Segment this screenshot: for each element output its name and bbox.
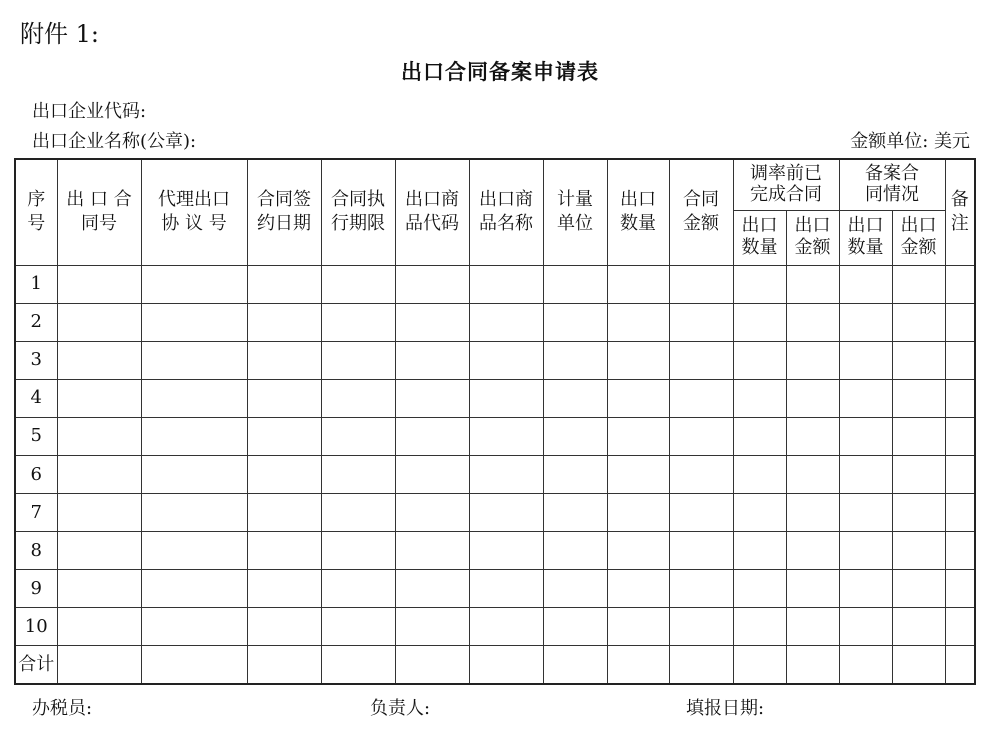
table-cell[interactable]	[945, 494, 975, 532]
table-cell[interactable]	[247, 570, 321, 608]
table-cell[interactable]	[733, 532, 786, 570]
table-cell[interactable]	[469, 265, 543, 303]
table-cell[interactable]	[247, 494, 321, 532]
header-remarks-text: 备 注	[950, 189, 969, 235]
header-seq	[15, 159, 57, 265]
table-cell[interactable]	[395, 417, 469, 455]
table-cell[interactable]	[321, 265, 395, 303]
header-exec-period	[321, 159, 395, 265]
table-cell[interactable]	[57, 646, 141, 684]
table-cell[interactable]	[669, 303, 733, 341]
table-cell[interactable]	[607, 417, 669, 455]
table-cell[interactable]	[469, 532, 543, 570]
table-cell[interactable]	[945, 456, 975, 494]
table-row	[15, 494, 975, 532]
table-cell[interactable]	[57, 379, 141, 417]
fill-date-label: 填报日期:	[686, 698, 765, 719]
header-record-group-text: 备案合 同情况	[865, 162, 919, 205]
table-cell[interactable]	[141, 456, 247, 494]
table-cell[interactable]	[892, 303, 945, 341]
table-cell[interactable]	[141, 494, 247, 532]
table-cell[interactable]	[395, 532, 469, 570]
row-number: 6	[15, 456, 57, 494]
row-number: 8	[15, 532, 57, 570]
table-cell[interactable]	[543, 303, 607, 341]
header-before-rate-group	[733, 159, 839, 210]
table-cell[interactable]	[57, 265, 141, 303]
header-export-qty-text: 出口 数量	[620, 189, 656, 235]
table-cell[interactable]	[786, 608, 839, 646]
table-cell[interactable]	[469, 608, 543, 646]
table-cell[interactable]	[607, 379, 669, 417]
header-unit-text: 计量 单位	[557, 189, 593, 235]
table-row	[15, 303, 975, 341]
table-cell[interactable]	[247, 341, 321, 379]
table-cell[interactable]	[892, 646, 945, 684]
table-cell[interactable]	[395, 265, 469, 303]
table-cell[interactable]	[543, 341, 607, 379]
table-cell[interactable]	[141, 265, 247, 303]
table-row	[15, 265, 975, 303]
table-cell[interactable]	[945, 417, 975, 455]
header-record-amount-text: 出口 金额	[900, 215, 937, 259]
header-exec-period-text: 合同执 行期限	[331, 189, 385, 235]
table-cell[interactable]	[839, 608, 892, 646]
row-number: 5	[15, 417, 57, 455]
table-cell[interactable]	[839, 570, 892, 608]
table-cell[interactable]	[321, 494, 395, 532]
enterprise-name-label: 出口企业名称(公章):	[32, 131, 197, 152]
table-cell[interactable]	[543, 646, 607, 684]
header-goods-code-text: 出口商 品代码	[405, 189, 459, 235]
row-number: 7	[15, 494, 57, 532]
currency-unit-label: 金额单位: 美元	[850, 131, 970, 152]
table-cell[interactable]	[543, 608, 607, 646]
table-cell[interactable]	[321, 646, 395, 684]
table-cell[interactable]	[839, 646, 892, 684]
table-cell[interactable]	[839, 532, 892, 570]
contract-record-table	[14, 158, 976, 685]
table-cell[interactable]	[321, 456, 395, 494]
header-before-rate-amount-text: 出口 金额	[794, 215, 831, 259]
table-row	[15, 532, 975, 570]
form-title: 出口合同备案申请表	[401, 60, 599, 84]
table-cell[interactable]	[945, 608, 975, 646]
table-cell[interactable]	[733, 379, 786, 417]
table-cell[interactable]	[247, 456, 321, 494]
table-cell[interactable]	[321, 532, 395, 570]
table-cell[interactable]	[141, 341, 247, 379]
table-cell[interactable]	[141, 417, 247, 455]
table-cell[interactable]	[469, 646, 543, 684]
row-number: 4	[15, 379, 57, 417]
table-cell[interactable]	[469, 303, 543, 341]
table-cell[interactable]	[892, 456, 945, 494]
table-cell[interactable]	[607, 646, 669, 684]
table-cell[interactable]	[543, 570, 607, 608]
header-before-rate-qty-text: 出口 数量	[741, 215, 778, 259]
table-cell[interactable]	[839, 456, 892, 494]
table-row	[15, 379, 975, 417]
total-row	[15, 646, 975, 684]
table-cell[interactable]	[607, 456, 669, 494]
table-cell[interactable]	[733, 265, 786, 303]
header-sign-date-text: 合同签 约日期	[257, 189, 311, 235]
table-cell[interactable]	[892, 417, 945, 455]
row-number: 3	[15, 341, 57, 379]
table-cell[interactable]	[141, 646, 247, 684]
header-remarks	[945, 159, 975, 265]
table-cell[interactable]	[247, 303, 321, 341]
table-row	[15, 456, 975, 494]
table-cell[interactable]	[839, 494, 892, 532]
header-record-group	[839, 159, 945, 210]
table-cell[interactable]	[395, 608, 469, 646]
table-cell[interactable]	[57, 570, 141, 608]
table-cell[interactable]	[247, 646, 321, 684]
header-before-rate-qty	[733, 210, 786, 265]
table-cell[interactable]	[669, 608, 733, 646]
table-cell[interactable]	[141, 608, 247, 646]
table-cell[interactable]	[733, 456, 786, 494]
table-cell[interactable]	[247, 532, 321, 570]
table-cell[interactable]	[469, 494, 543, 532]
table-cell[interactable]	[57, 494, 141, 532]
table-cell[interactable]	[247, 265, 321, 303]
table-cell[interactable]	[141, 532, 247, 570]
header-export-contract-no-text: 出 口 合同号	[66, 189, 132, 235]
table-row	[15, 341, 975, 379]
table-cell[interactable]	[57, 532, 141, 570]
table-cell[interactable]	[669, 341, 733, 379]
table-cell[interactable]	[839, 341, 892, 379]
table-cell[interactable]	[57, 456, 141, 494]
table-cell[interactable]	[247, 608, 321, 646]
table-cell[interactable]	[247, 379, 321, 417]
table-cell[interactable]	[892, 532, 945, 570]
header-record-amount	[892, 210, 945, 265]
table-cell[interactable]	[543, 265, 607, 303]
table-cell[interactable]	[543, 494, 607, 532]
attachment-label: 附件 1:	[20, 20, 99, 48]
table-cell[interactable]	[669, 417, 733, 455]
header-contract-amount-text: 合同 金额	[683, 189, 719, 235]
header-export-contract-no	[57, 159, 141, 265]
table-cell[interactable]	[786, 570, 839, 608]
table-cell[interactable]	[141, 379, 247, 417]
table-cell[interactable]	[607, 265, 669, 303]
header-goods-name-text: 出口商 品名称	[479, 189, 533, 235]
table-cell[interactable]	[945, 379, 975, 417]
table-cell[interactable]	[733, 570, 786, 608]
table-cell[interactable]	[945, 265, 975, 303]
header-record-qty	[839, 210, 892, 265]
row-number: 10	[15, 608, 57, 646]
table-cell[interactable]	[733, 417, 786, 455]
table-cell[interactable]	[469, 417, 543, 455]
table-cell[interactable]	[607, 494, 669, 532]
table-cell[interactable]	[733, 341, 786, 379]
table-cell[interactable]	[247, 417, 321, 455]
table-cell[interactable]	[321, 608, 395, 646]
table-cell[interactable]	[733, 494, 786, 532]
table-cell[interactable]	[543, 456, 607, 494]
table-cell[interactable]	[395, 341, 469, 379]
table-row	[15, 570, 975, 608]
table-row	[15, 417, 975, 455]
table-cell[interactable]	[607, 532, 669, 570]
table-cell[interactable]	[469, 570, 543, 608]
table-cell[interactable]	[543, 379, 607, 417]
table-cell[interactable]	[321, 303, 395, 341]
header-goods-name	[469, 159, 543, 265]
table-cell[interactable]	[839, 379, 892, 417]
table-cell[interactable]	[395, 494, 469, 532]
header-goods-code	[395, 159, 469, 265]
header-export-qty	[607, 159, 669, 265]
table-cell[interactable]	[607, 570, 669, 608]
table-cell[interactable]	[786, 494, 839, 532]
header-unit	[543, 159, 607, 265]
table-cell[interactable]	[607, 608, 669, 646]
header-before-rate-group-text: 调率前已 完成合同	[750, 162, 822, 205]
table-cell[interactable]	[892, 341, 945, 379]
table-cell[interactable]	[892, 265, 945, 303]
table-cell[interactable]	[839, 303, 892, 341]
table-cell[interactable]	[321, 379, 395, 417]
table-cell[interactable]	[839, 265, 892, 303]
table-cell[interactable]	[669, 570, 733, 608]
table-cell[interactable]	[57, 303, 141, 341]
header-sign-date	[247, 159, 321, 265]
table-cell[interactable]	[141, 303, 247, 341]
table-cell[interactable]	[669, 379, 733, 417]
table-cell[interactable]	[469, 341, 543, 379]
table-cell[interactable]	[395, 646, 469, 684]
table-cell[interactable]	[57, 608, 141, 646]
table-cell[interactable]	[786, 303, 839, 341]
table-cell[interactable]	[892, 494, 945, 532]
table-cell[interactable]	[57, 341, 141, 379]
table-cell[interactable]	[945, 341, 975, 379]
table-cell[interactable]	[141, 570, 247, 608]
table-cell[interactable]	[733, 646, 786, 684]
row-number: 1	[15, 265, 57, 303]
table-cell[interactable]	[733, 608, 786, 646]
table-cell[interactable]	[395, 303, 469, 341]
table-cell[interactable]	[839, 417, 892, 455]
table-cell[interactable]	[321, 341, 395, 379]
table-cell[interactable]	[607, 303, 669, 341]
table-cell[interactable]	[786, 341, 839, 379]
row-number: 2	[15, 303, 57, 341]
table-cell[interactable]	[945, 303, 975, 341]
table-cell[interactable]	[543, 532, 607, 570]
responsible-person-label: 负责人:	[370, 698, 431, 719]
header-record-qty-text: 出口 数量	[847, 215, 884, 259]
table-cell[interactable]	[786, 379, 839, 417]
header-agency-agreement-no-text: 代理出口 协 议 号	[158, 189, 230, 235]
table-cell[interactable]	[395, 570, 469, 608]
table-cell[interactable]	[543, 417, 607, 455]
table-cell[interactable]	[669, 456, 733, 494]
table-cell[interactable]	[945, 532, 975, 570]
table-cell[interactable]	[669, 646, 733, 684]
table-cell[interactable]	[395, 456, 469, 494]
table-cell[interactable]	[57, 417, 141, 455]
header-seq-text: 序号	[27, 189, 46, 235]
header-contract-amount	[669, 159, 733, 265]
enterprise-code-label: 出口企业代码:	[32, 101, 147, 122]
table-cell[interactable]	[892, 379, 945, 417]
table-row	[15, 608, 975, 646]
tax-officer-label: 办税员:	[32, 698, 93, 719]
table-cell[interactable]	[321, 417, 395, 455]
table-cell[interactable]	[669, 265, 733, 303]
table-cell[interactable]	[786, 456, 839, 494]
table-cell[interactable]	[469, 456, 543, 494]
table-cell[interactable]	[669, 532, 733, 570]
table-cell[interactable]	[607, 341, 669, 379]
total-label: 合计	[15, 646, 57, 684]
table-cell[interactable]	[786, 265, 839, 303]
table-cell[interactable]	[669, 494, 733, 532]
table-cell[interactable]	[786, 646, 839, 684]
table-cell[interactable]	[469, 379, 543, 417]
table-cell[interactable]	[892, 608, 945, 646]
table-cell[interactable]	[395, 379, 469, 417]
table-cell[interactable]	[786, 532, 839, 570]
row-number: 9	[15, 570, 57, 608]
header-agency-agreement-no	[141, 159, 247, 265]
header-before-rate-amount	[786, 210, 839, 265]
table-cell[interactable]	[733, 303, 786, 341]
table-cell[interactable]	[945, 646, 975, 684]
table-cell[interactable]	[786, 417, 839, 455]
table-cell[interactable]	[892, 570, 945, 608]
table-cell[interactable]	[321, 570, 395, 608]
table-cell[interactable]	[945, 570, 975, 608]
